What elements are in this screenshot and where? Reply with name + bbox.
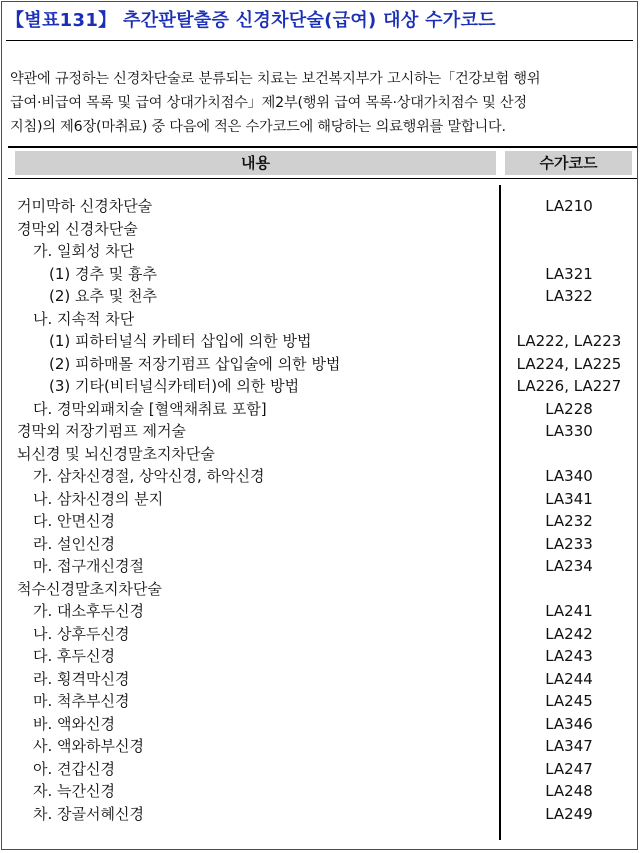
table-row [0, 803, 641, 826]
row-code: LA347 [545, 737, 593, 755]
table-top-rule [8, 146, 637, 148]
row-label: 다. 안면신경 [33, 512, 115, 530]
row-code: LA249 [545, 804, 593, 823]
table-row [0, 780, 641, 803]
table-row [0, 285, 641, 308]
row-label: 나. 상후두신경 [33, 624, 130, 643]
table-row [0, 510, 641, 533]
row-code: LA210 [545, 197, 593, 215]
row-label: 아. 견갑신경 [33, 759, 115, 778]
table-body [0, 195, 641, 825]
row-label: 가. 대소후두신경 [33, 602, 144, 620]
row-label: (2) 피하매몰 저장기펌프 삽입술에 의한 방법 [49, 354, 341, 373]
table-row [0, 758, 641, 781]
row-code: LA228 [545, 399, 593, 418]
intro-line: 급여·비급여 목록 및 급여 상대가치점수」제2부(행위 급여 목록·상대가치점수 및 산정 [10, 95, 527, 111]
row-code: LA232 [545, 512, 593, 530]
title-underline [6, 40, 633, 41]
row-code: LA341 [545, 489, 593, 508]
header-bottom-rule [8, 178, 637, 179]
row-label: (1) 피하터널식 카테터 삽입에 의한 방법 [49, 332, 312, 350]
table-row [0, 263, 641, 286]
table-row [0, 713, 641, 736]
header-content: 내용 [15, 151, 496, 175]
table-row [0, 420, 641, 443]
table-row [0, 330, 641, 353]
row-label: 자. 늑간신경 [33, 782, 115, 800]
table-row [0, 735, 641, 758]
table-row [0, 353, 641, 376]
table-row [0, 195, 641, 218]
row-code: LA248 [545, 782, 593, 800]
row-code: LA245 [545, 692, 593, 710]
row-label: 라. 설인신경 [33, 534, 115, 553]
row-label: 거미막하 신경차단술 [17, 197, 153, 215]
row-code: LA321 [545, 264, 593, 283]
row-label: 다. 경막외패치술 [혈액채취료 포함] [33, 399, 267, 418]
row-code: LA243 [545, 647, 593, 665]
row-label: 마. 척추부신경 [33, 692, 130, 710]
header-code: 수가코드 [505, 151, 632, 175]
table-row [0, 668, 641, 691]
row-label: (3) 기타(비터널식카테터)에 의한 방법 [49, 377, 300, 395]
row-label: (1) 경추 및 흉추 [49, 264, 158, 283]
table-row [0, 578, 641, 601]
row-label: 마. 접구개신경절 [33, 557, 144, 575]
row-label: 가. 일회성 차단 [33, 242, 135, 260]
row-label: 나. 지속적 차단 [33, 309, 135, 328]
row-code: LA234 [545, 557, 593, 575]
row-code: LA233 [545, 534, 593, 553]
table-row [0, 308, 641, 331]
row-label: 척수신경말초지차단술 [17, 579, 162, 598]
table-row [0, 645, 641, 668]
row-code: LA322 [545, 287, 593, 305]
row-label: 다. 후두신경 [33, 647, 115, 665]
table-row [0, 240, 641, 263]
row-label: 차. 장골서혜신경 [33, 804, 144, 823]
row-label: 뇌신경 및 뇌신경말초지차단술 [17, 444, 215, 463]
intro-line: 약관에 규정하는 신경차단술로 분류되는 치료는 보건복지부가 고시하는「건강보험 행위 [10, 71, 541, 87]
table-row [0, 218, 641, 241]
row-code: LA346 [545, 714, 593, 733]
row-code: LA340 [545, 467, 593, 485]
row-code: LA241 [545, 602, 593, 620]
table-row [0, 443, 641, 466]
row-code: LA247 [545, 759, 593, 778]
table-row [0, 398, 641, 421]
row-label: 사. 액와하부신경 [33, 737, 144, 755]
table-row [0, 690, 641, 713]
table-row [0, 488, 641, 511]
intro-paragraph [10, 67, 635, 139]
row-label: 경막외 신경차단술 [17, 219, 138, 238]
row-label: 바. 액와신경 [33, 714, 115, 733]
table-row [0, 375, 641, 398]
row-code: LA224, LA225 [516, 354, 622, 373]
row-code: LA222, LA223 [516, 332, 622, 350]
row-code: LA330 [545, 422, 593, 440]
row-label: 나. 삼차신경의 분지 [33, 489, 164, 508]
intro-line: 지침)의 제6장(마취료) 중 다음에 적은 수가코드에 해당하는 의료행위를 말합니다. [10, 119, 506, 135]
table-row [0, 465, 641, 488]
row-label: 가. 삼차신경절, 상악신경, 하악신경 [33, 467, 265, 485]
table-row [0, 623, 641, 646]
row-label: 라. 횡격막신경 [33, 669, 130, 688]
row-label: (2) 요추 및 천추 [49, 287, 158, 305]
row-label: 경막외 저장기펌프 제거술 [17, 422, 186, 440]
page-title: 【별표131】 추간판탈출증 신경차단술(급여) 대상 수가코드 [6, 10, 496, 31]
row-code: LA226, LA227 [516, 377, 622, 395]
row-code: LA244 [545, 669, 593, 688]
table-row [0, 533, 641, 556]
table-row [0, 600, 641, 623]
row-code: LA242 [545, 624, 593, 643]
table-row [0, 555, 641, 578]
